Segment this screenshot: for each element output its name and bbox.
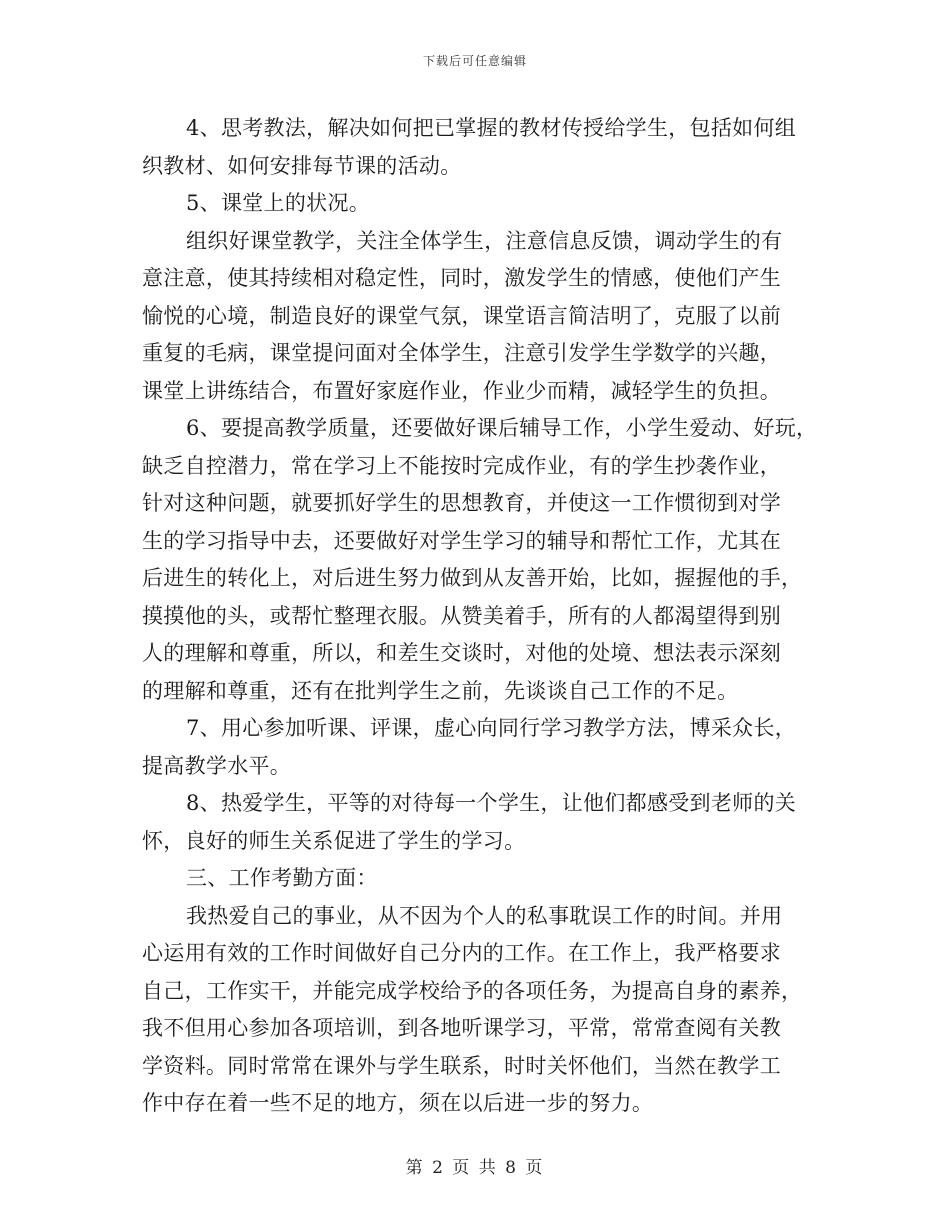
- text-line: 课堂上讲练结合，布置好家庭作业，作业少而精，减轻学生的负担。: [142, 378, 781, 403]
- text-line: 人的理解和尊重，所以，和差生交谈时，对他的处境、想法表示深刻: [142, 641, 781, 665]
- text-line: 6、要提高教学质量，还要做好课后辅导工作，小学生爱动、好玩，: [186, 416, 818, 440]
- text-line: 生的学习指导中去，还要做好对学生学习的辅导和帮忙工作，尤其在: [142, 528, 781, 553]
- text-line: 7、用心参加听课、评课，虚心向同行学习教学方法，博采众长，: [186, 716, 797, 740]
- text-line: 缺乏自控潜力，常在学习上不能按时完成作业，有的学生抄袭作业，: [142, 453, 781, 478]
- text-line: 组织好课堂教学，关注全体学生，注意信息反馈，调动学生的有: [186, 228, 783, 253]
- text-line: 学资料。同时常常在课外与学生联系，时时关怀他们，当然在教学工: [142, 1053, 781, 1078]
- text-line: 自己，工作实干，并能完成学校给予的各项任务，为提高自身的素养，: [142, 978, 803, 1003]
- text-line: 的理解和尊重，还有在批判学生之前，先谈谈自己工作的不足。: [142, 678, 739, 703]
- text-line: 后进生的转化上，对后进生努力做到从友善开始，比如，握握他的手，: [142, 566, 803, 590]
- text-line: 心运用有效的工作时间做好自己分内的工作。在工作上，我严格要求: [142, 941, 781, 965]
- text-line: 8、热爱学生，平等的对待每一个学生，让他们都感受到老师的关: [186, 791, 797, 815]
- text-line: 怀，良好的师生关系促进了学生的学习。: [142, 828, 526, 853]
- text-line: 针对这种问题，就要抓好学生的思想教育，并使这一工作惯彻到对学: [142, 491, 781, 515]
- text-line: 三、工作考勤方面：: [186, 866, 378, 890]
- page-number: 第 2 页 共 8 页: [405, 1158, 545, 1178]
- text-line: 摸摸他的头，或帮忙整理衣服。从赞美着手，所有的人都渴望得到别: [142, 603, 781, 628]
- text-line: 我不但用心参加各项培训，到各地听课学习，平常，常常查阅有关教: [142, 1016, 781, 1040]
- text-line: 提高教学水平。: [142, 753, 292, 778]
- body-text: [142, 110, 822, 1123]
- text-line: 重复的毛病，课堂提问面对全体学生，注意引发学生学数学的兴趣，: [142, 341, 781, 365]
- text-line: 5、课堂上的状况。: [186, 191, 371, 215]
- text-line: 愉悦的心境，制造良好的课堂气氛，课堂语言简洁明了，克服了以前: [142, 303, 781, 328]
- text-line: 意注意，使其持续相对稳定性，同时，激发学生的情感，使他们产生: [142, 266, 781, 290]
- text-line: 4、思考教法，解决如何把已掌握的教材传授给学生，包括如何组: [186, 116, 797, 140]
- text-line: 我热爱自己的事业，从不因为个人的私事耽误工作的时间。并用: [186, 903, 783, 928]
- text-line: 织教材、如何安排每节课的活动。: [142, 153, 462, 178]
- text-line: 作中存在着一些不足的地方，须在以后进一步的努力。: [142, 1091, 654, 1115]
- page-header: 下载后可任意编辑: [422, 54, 527, 68]
